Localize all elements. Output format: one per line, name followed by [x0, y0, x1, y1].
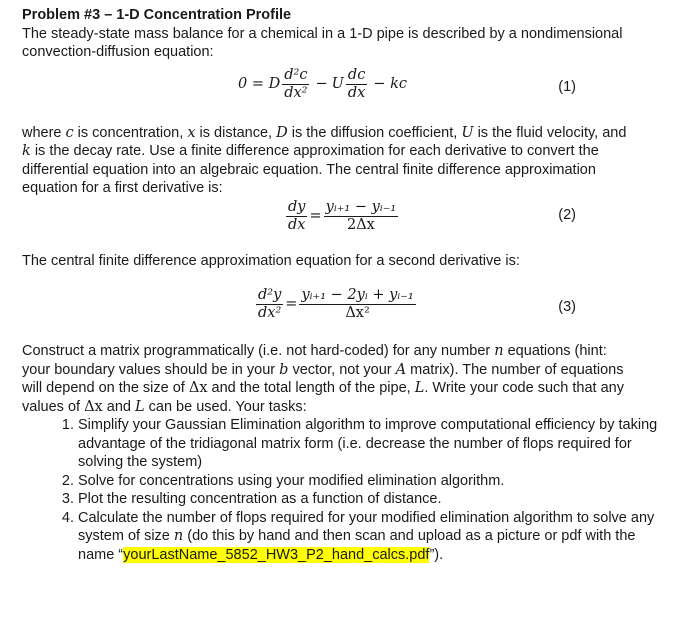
- eq2-equals: =: [309, 207, 322, 224]
- var-L-2: L: [134, 398, 145, 415]
- eq3-lhs-fraction: [256, 288, 283, 321]
- problem-title: Problem #3 – 1-D Concentration Profile: [22, 7, 292, 23]
- equation-3-label: (3): [558, 299, 576, 315]
- task-item-3: [78, 490, 670, 509]
- construct-text-7: and the total length of the pipe,: [207, 380, 415, 396]
- task-1-text: Simplify your Gaussian Elimination algorithm to improve computational efficiency by taking advantage of the tridiagonal matrix form (i.e. decrease the number of flops required for solving the system): [78, 417, 658, 470]
- intro-paragraph: [22, 25, 670, 62]
- equation-1-label: (1): [558, 78, 576, 95]
- construct-text-8: . Write your code such that any: [424, 380, 624, 396]
- eq1-den1: dx²: [284, 84, 308, 101]
- where-text-3: is distance,: [195, 124, 277, 141]
- var-c: c: [65, 124, 74, 141]
- construct-text-1: Construct a matrix programmatically (i.e. not hard-coded) for any number: [22, 343, 495, 359]
- eq2-num2: yᵢ₊₁ − yᵢ₋₁: [325, 198, 397, 215]
- eq1-den2: dx: [347, 84, 366, 101]
- highlighted-filename: yourLastName_5852_HW3_P2_hand_calcs.pdf: [123, 546, 430, 563]
- var-n: n: [494, 343, 504, 359]
- second-derivative-intro: The central finite difference approximation equation for a second derivative is:: [22, 252, 520, 269]
- equation-1-row: [22, 68, 670, 122]
- document: [22, 6, 670, 564]
- var-L: L: [414, 380, 425, 396]
- eq1-lhs: 0 = D: [238, 75, 281, 92]
- eq1-num2: dc: [347, 66, 366, 83]
- eq3-num1: d²y: [258, 287, 282, 303]
- task-4-text-1: Calculate the number of flops required for your modified elimination algorithm to solve any system of size: [78, 509, 655, 544]
- where-text-4: is the diffusion coefficient,: [287, 124, 462, 141]
- where-text-8: equation for a first derivative is:: [22, 180, 223, 196]
- equation-3-row: [22, 288, 670, 342]
- var-A: A: [395, 361, 407, 378]
- var-b: b: [279, 361, 289, 378]
- equation-1: [238, 68, 407, 101]
- eq3-num2: yᵢ₊₁ − 2yᵢ + yᵢ₋₁: [301, 287, 414, 303]
- eq3-rhs-fraction: [299, 288, 415, 321]
- eq2-den2: 2Δx: [346, 216, 375, 233]
- var-D: D: [276, 124, 288, 141]
- where-text-5: is the fluid velocity, and: [473, 124, 627, 141]
- where-paragraph: [22, 124, 670, 198]
- equation-2-label: (2): [558, 206, 576, 223]
- task-4-var-n: n: [173, 528, 184, 544]
- eq3-equals: =: [285, 296, 298, 313]
- eq1-U: U: [331, 75, 344, 92]
- where-text-6: is the decay rate. Use a finite difference approximation for each derivative to convert the: [30, 143, 599, 159]
- var-k: k: [22, 143, 31, 159]
- var-U: U: [461, 124, 474, 141]
- task-3-text: Plot the resulting concentration as a function of distance.: [78, 491, 442, 507]
- intro-line-1: The steady-state mass balance for a chemical in a 1-D pipe is described by a nondimensional: [22, 25, 623, 42]
- eq1-minus: −: [315, 75, 328, 92]
- eq2-num1: dy: [288, 198, 306, 215]
- intro-line-2: convection-diffusion equation:: [22, 44, 214, 60]
- where-text-2: is concentration,: [73, 124, 188, 141]
- eq2-rhs-fraction: [324, 200, 399, 233]
- task-2-text: Solve for concentrations using your modified elimination algorithm.: [78, 472, 505, 489]
- construct-paragraph: [22, 342, 670, 416]
- construct-text-9: values of: [22, 398, 85, 415]
- construct-text-11: can be used. Your tasks:: [144, 398, 307, 415]
- equation-2-row: [22, 198, 670, 238]
- construct-text-5: matrix). The number of equations: [406, 361, 624, 378]
- equation-3: [254, 288, 418, 321]
- equation-2: [284, 200, 400, 233]
- eq2-lhs-fraction: [286, 200, 307, 233]
- task-4-text-3: ”).: [429, 546, 444, 563]
- var-dx: Δx: [188, 380, 208, 396]
- where-text-7: differential equation into an algebraic equation. The central finite difference approximation: [22, 161, 596, 178]
- construct-text-4: vector, not your: [288, 361, 396, 378]
- task-4-text-2: (do this by hand and then scan and upload as a picture or pdf with the name “: [78, 528, 636, 563]
- eq3-den2: Δx²: [345, 305, 370, 321]
- construct-text-3: your boundary values should be in your: [22, 361, 280, 378]
- construct-text-2: equations (hint:: [503, 343, 607, 359]
- eq1-second-derivative: [282, 68, 309, 101]
- var-x: x: [187, 124, 196, 141]
- var-dx-2: Δx: [84, 398, 103, 415]
- task-item-4: [78, 509, 670, 565]
- eq2-den1: dx: [288, 216, 306, 233]
- task-item-2: [78, 472, 670, 491]
- eq1-tail: − kc: [373, 75, 408, 92]
- eq1-first-derivative: [346, 68, 367, 101]
- where-text-1: where: [22, 124, 66, 141]
- eq1-num1: d²c: [284, 66, 308, 83]
- eq3-den1: dx²: [258, 305, 282, 321]
- task-item-1: [78, 416, 670, 472]
- task-list: [22, 416, 670, 564]
- construct-text-10: and: [102, 398, 135, 415]
- construct-text-6: will depend on the size of: [22, 380, 189, 396]
